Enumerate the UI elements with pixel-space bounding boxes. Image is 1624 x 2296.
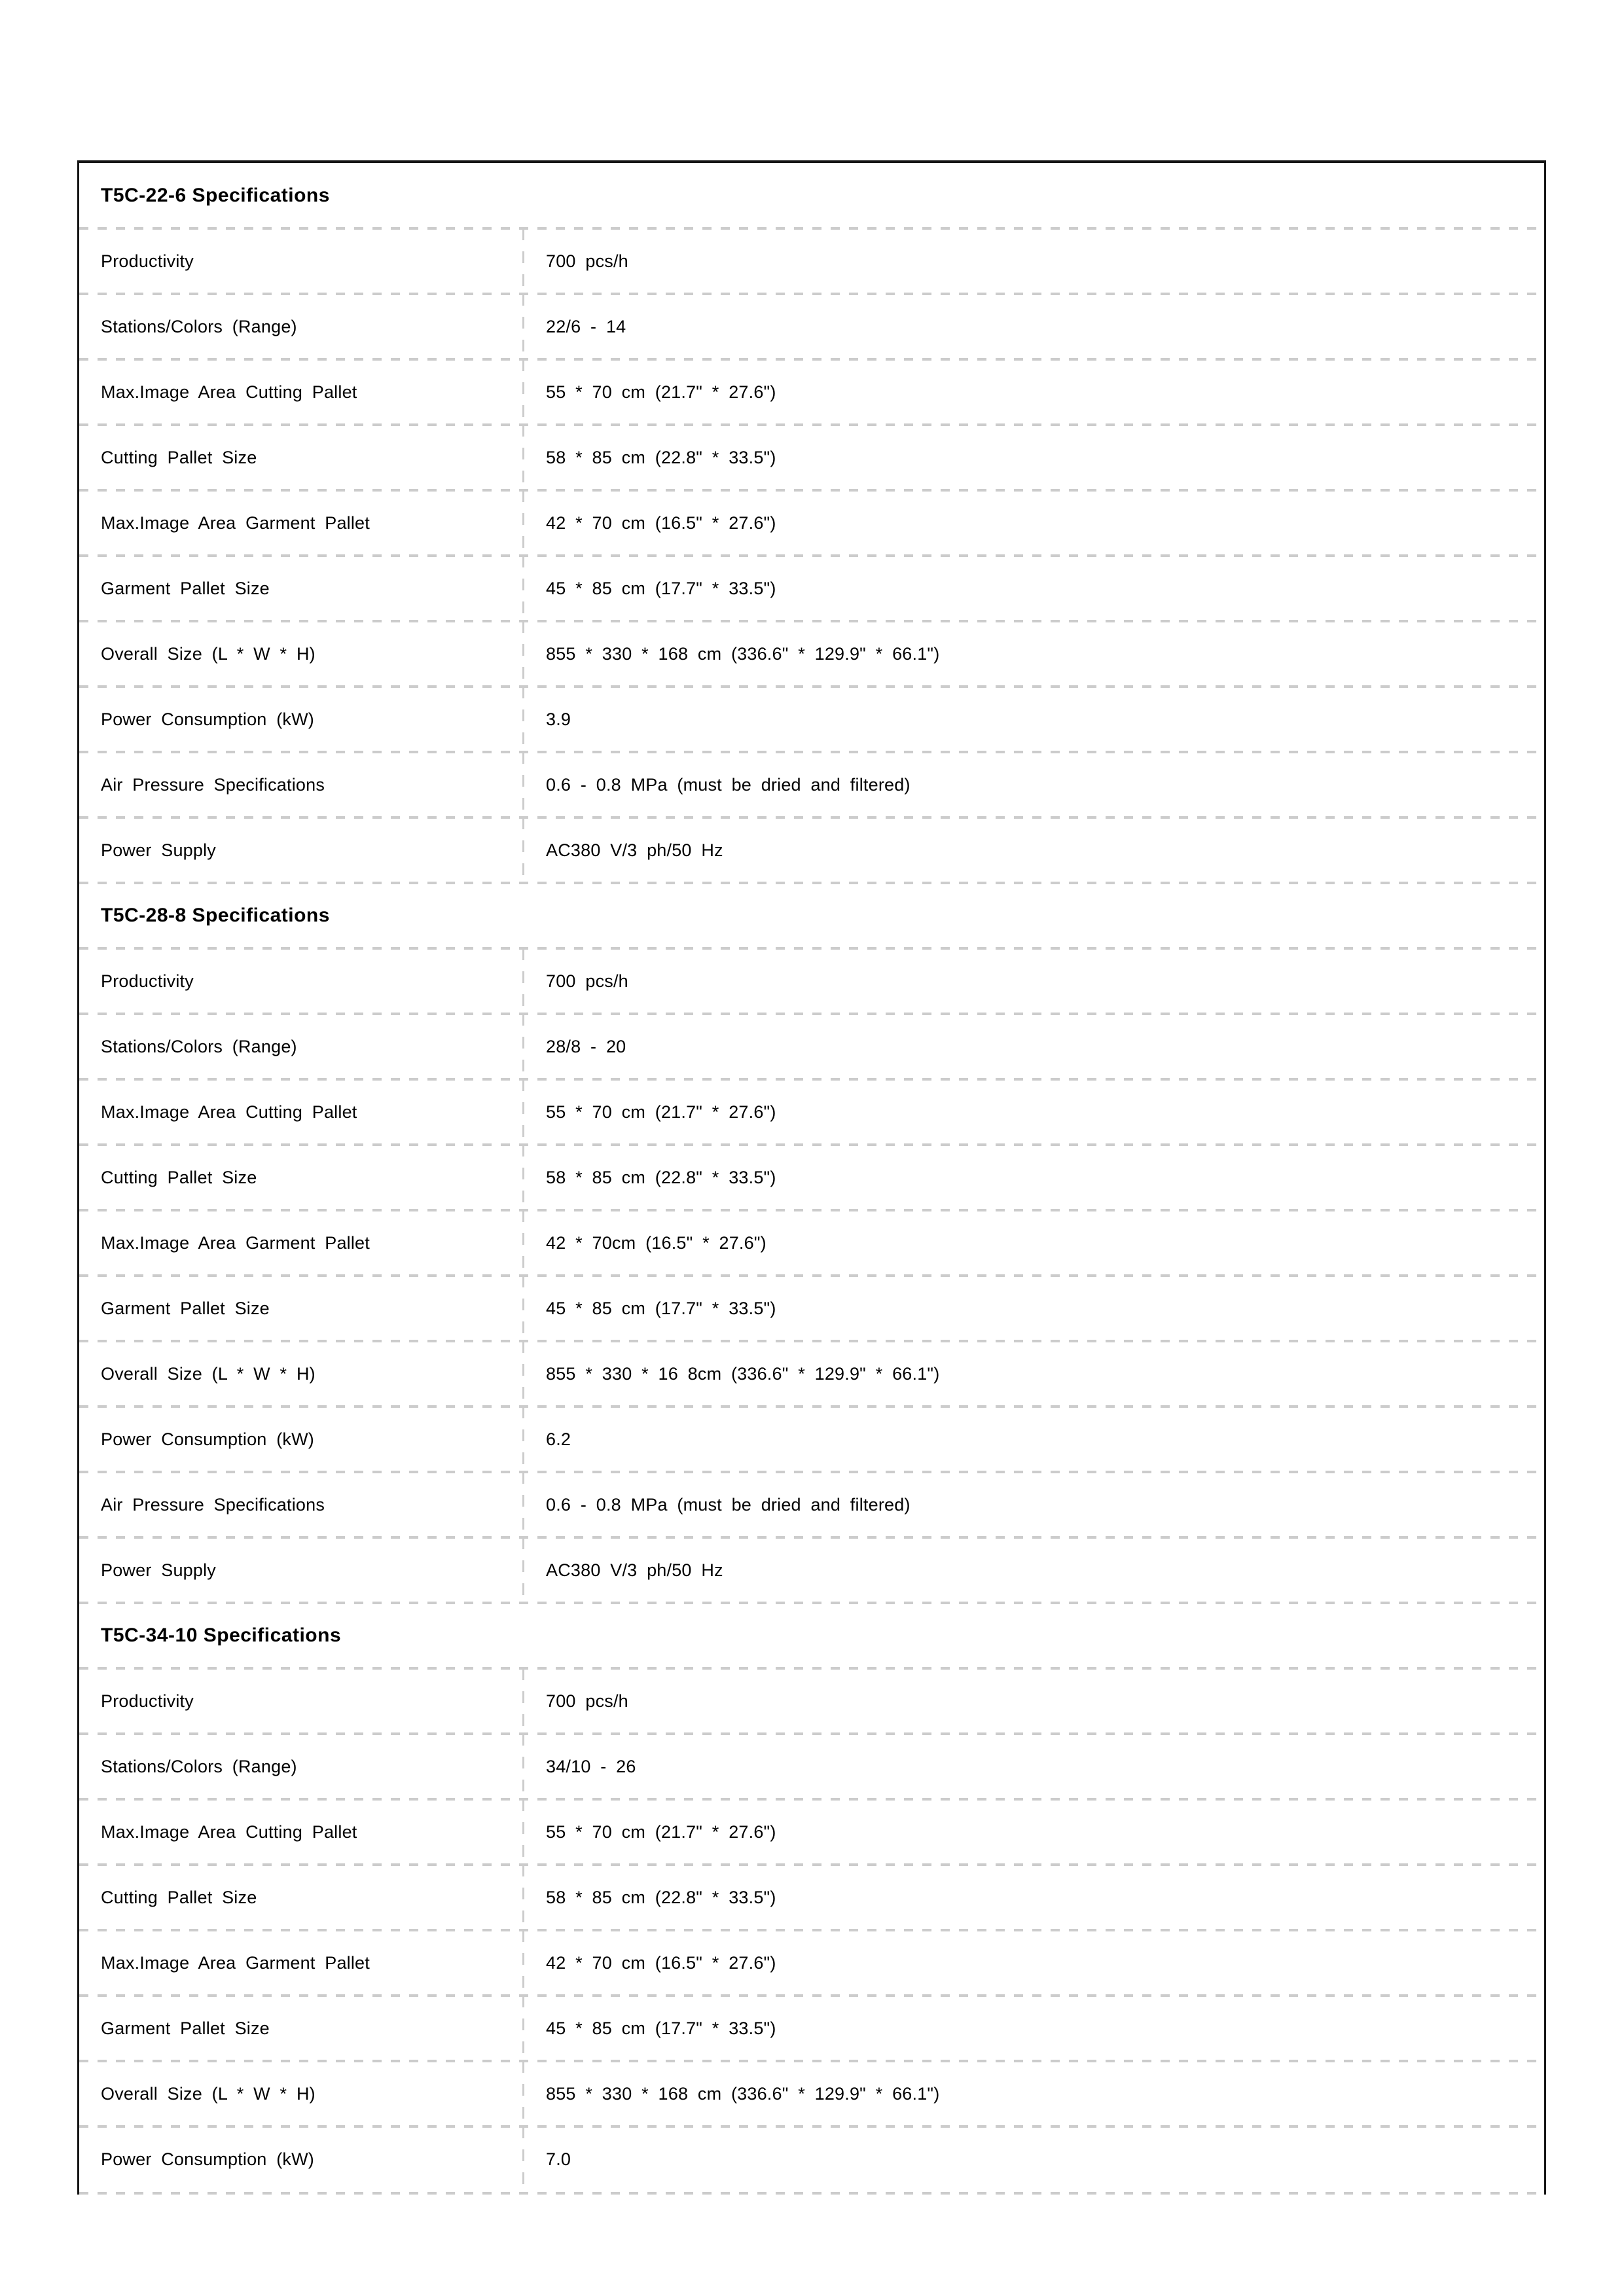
spec-label: Power Consumption (kW) bbox=[101, 2149, 314, 2169]
spec-value: 45 * 85 cm (17.7" * 33.5") bbox=[546, 2018, 776, 2038]
spec-value: 42 * 70cm (16.5" * 27.6") bbox=[546, 1232, 767, 1253]
spec-row bbox=[79, 1341, 1544, 1407]
spec-label: Max.Image Area Garment Pallet bbox=[101, 512, 370, 533]
spec-label: Max.Image Area Cutting Pallet bbox=[101, 1102, 357, 1122]
section-title: T5C-28-8 Specifications bbox=[79, 883, 1544, 948]
spec-value: AC380 V/3 ph/50 Hz bbox=[546, 1560, 723, 1580]
spec-row bbox=[79, 1276, 1544, 1341]
spec-value: 58 * 85 cm (22.8" * 33.5") bbox=[546, 1167, 776, 1187]
spec-label: Cutting Pallet Size bbox=[101, 1887, 257, 1907]
spec-label: Air Pressure Specifications bbox=[101, 774, 325, 795]
spec-value: 0.6 - 0.8 MPa (must be dried and filtered) bbox=[546, 774, 911, 795]
spec-row bbox=[79, 1930, 1544, 1996]
spec-value: 855 * 330 * 16 8cm (336.6" * 129.9" * 66.1") bbox=[546, 1363, 940, 1384]
spec-label: Productivity bbox=[101, 971, 194, 991]
spec-row bbox=[79, 556, 1544, 621]
spec-label: Power Supply bbox=[101, 1560, 216, 1580]
spec-label: Power Supply bbox=[101, 840, 216, 860]
spec-label: Max.Image Area Garment Pallet bbox=[101, 1952, 370, 1973]
spec-value: 55 * 70 cm (21.7" * 27.6") bbox=[546, 1102, 776, 1122]
spec-value: 28/8 - 20 bbox=[546, 1036, 626, 1056]
spec-label: Cutting Pallet Size bbox=[101, 1167, 257, 1187]
spec-row bbox=[79, 1210, 1544, 1276]
spec-row bbox=[79, 1407, 1544, 1472]
spec-row bbox=[79, 621, 1544, 687]
spec-label: Power Consumption (kW) bbox=[101, 709, 314, 729]
specifications-table bbox=[77, 160, 1546, 2195]
spec-row bbox=[79, 425, 1544, 490]
spec-label: Power Consumption (kW) bbox=[101, 1429, 314, 1449]
spec-value: AC380 V/3 ph/50 Hz bbox=[546, 840, 723, 860]
section-title: T5C-34-10 Specifications bbox=[79, 1603, 1544, 1668]
spec-label: Max.Image Area Cutting Pallet bbox=[101, 382, 357, 402]
spec-label: Stations/Colors (Range) bbox=[101, 316, 297, 336]
spec-label: Overall Size (L * W * H) bbox=[101, 1363, 316, 1384]
spec-label: Stations/Colors (Range) bbox=[101, 1036, 297, 1056]
spec-value: 22/6 - 14 bbox=[546, 316, 626, 336]
spec-row bbox=[79, 948, 1544, 1014]
spec-value: 55 * 70 cm (21.7" * 27.6") bbox=[546, 382, 776, 402]
spec-value: 700 pcs/h bbox=[546, 1691, 628, 1711]
spec-row bbox=[79, 2061, 1544, 2126]
spec-label: Garment Pallet Size bbox=[101, 578, 270, 598]
spec-label: Overall Size (L * W * H) bbox=[101, 643, 316, 664]
spec-row bbox=[79, 1014, 1544, 1079]
spec-value: 3.9 bbox=[546, 709, 571, 729]
spec-value: 6.2 bbox=[546, 1429, 571, 1449]
spec-value: 7.0 bbox=[546, 2149, 571, 2169]
spec-row bbox=[79, 1996, 1544, 2061]
spec-row bbox=[79, 687, 1544, 752]
spec-row bbox=[79, 1537, 1544, 1603]
spec-row bbox=[79, 359, 1544, 425]
spec-row bbox=[79, 228, 1544, 294]
spec-label: Productivity bbox=[101, 1691, 194, 1711]
spec-row bbox=[79, 1865, 1544, 1930]
spec-value: 42 * 70 cm (16.5" * 27.6") bbox=[546, 1952, 776, 1973]
spec-value: 34/10 - 26 bbox=[546, 1756, 636, 1776]
spec-label: Air Pressure Specifications bbox=[101, 1494, 325, 1515]
spec-row bbox=[79, 817, 1544, 883]
spec-row bbox=[79, 752, 1544, 817]
spec-value: 700 pcs/h bbox=[546, 251, 628, 271]
spec-value: 45 * 85 cm (17.7" * 33.5") bbox=[546, 578, 776, 598]
spec-row bbox=[79, 1734, 1544, 1799]
spec-label: Overall Size (L * W * H) bbox=[101, 2083, 316, 2104]
spec-value: 58 * 85 cm (22.8" * 33.5") bbox=[546, 447, 776, 467]
spec-label: Max.Image Area Cutting Pallet bbox=[101, 1821, 357, 1842]
spec-value: 855 * 330 * 168 cm (336.6" * 129.9" * 66.1") bbox=[546, 643, 940, 664]
spec-row bbox=[79, 490, 1544, 556]
spec-label: Garment Pallet Size bbox=[101, 1298, 270, 1318]
spec-label: Stations/Colors (Range) bbox=[101, 1756, 297, 1776]
spec-row bbox=[79, 1079, 1544, 1145]
spec-label: Productivity bbox=[101, 251, 194, 271]
spec-row bbox=[79, 1799, 1544, 1865]
spec-value: 700 pcs/h bbox=[546, 971, 628, 991]
spec-row bbox=[79, 1145, 1544, 1210]
section-title: T5C-22-6 Specifications bbox=[101, 185, 330, 206]
spec-label: Max.Image Area Garment Pallet bbox=[101, 1232, 370, 1253]
spec-row bbox=[79, 1472, 1544, 1537]
spec-value: 58 * 85 cm (22.8" * 33.5") bbox=[546, 1887, 776, 1907]
spec-label: Cutting Pallet Size bbox=[101, 447, 257, 467]
spec-value: 855 * 330 * 168 cm (336.6" * 129.9" * 66.1") bbox=[546, 2083, 940, 2104]
spec-value: 45 * 85 cm (17.7" * 33.5") bbox=[546, 1298, 776, 1318]
spec-row bbox=[79, 1668, 1544, 1734]
spec-value: 55 * 70 cm (21.7" * 27.6") bbox=[546, 1821, 776, 1842]
spec-value: 0.6 - 0.8 MPa (must be dried and filtered) bbox=[546, 1494, 911, 1515]
spec-value: 42 * 70 cm (16.5" * 27.6") bbox=[546, 512, 776, 533]
spec-row bbox=[79, 294, 1544, 359]
spec-row bbox=[79, 2126, 1544, 2192]
spec-label: Garment Pallet Size bbox=[101, 2018, 270, 2038]
